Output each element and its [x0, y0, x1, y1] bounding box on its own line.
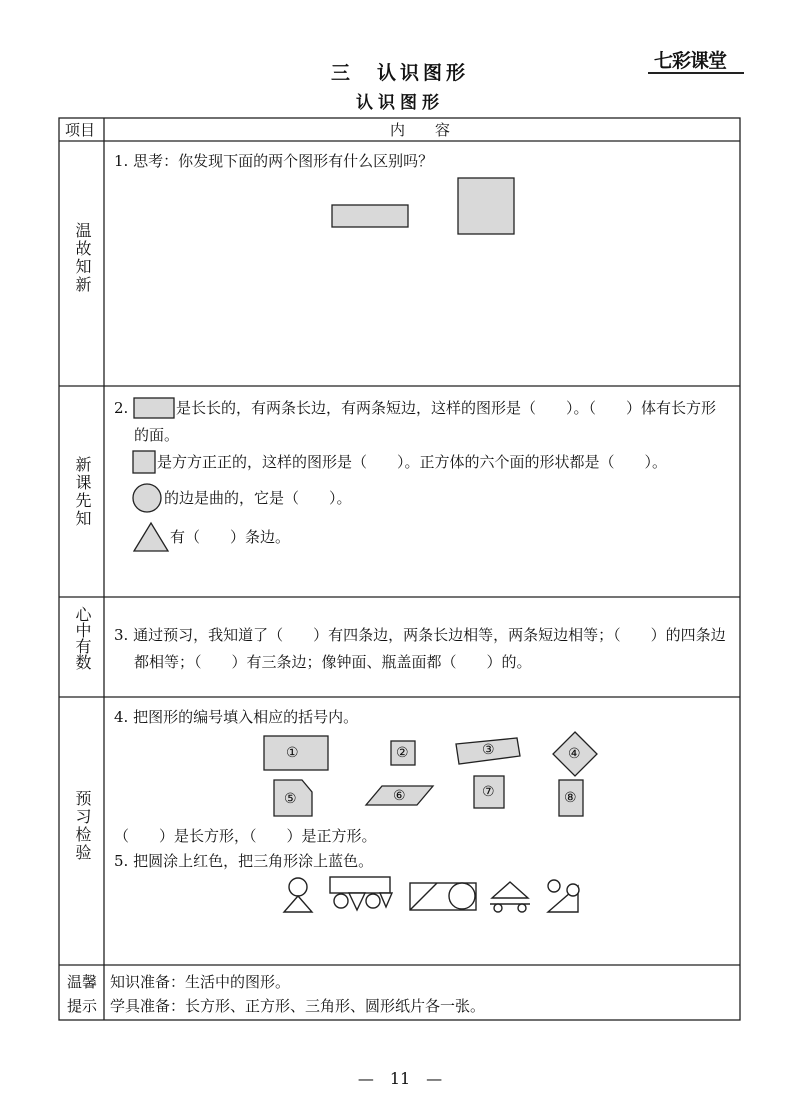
page-number: — 11 —: [357, 1069, 443, 1088]
q1-text: 1. 思考：你发现下面的两个图形有什么区别吗？: [114, 152, 434, 170]
q5-fig1-circle: [289, 878, 307, 896]
page-title: 三 认识图形: [330, 62, 469, 84]
shape-1-label: ①: [286, 745, 299, 761]
tips-line2: 学具准备：长方形、正方形、三角形、圆形纸片各一张。: [110, 997, 486, 1015]
section-label-tips: 温馨提示: [66, 973, 97, 1015]
q5-text: 5. 把圆涂上红色，把三角形涂上蓝色。: [114, 852, 374, 870]
section-label-summary: 心中有数: [73, 606, 92, 670]
col-header-project: 项目: [65, 121, 96, 139]
q2-number: 2.: [114, 399, 129, 417]
q5-fig4-wheel-right: [518, 904, 526, 912]
q5-fig2-circle-left: [334, 894, 348, 908]
col-header-content: 内 容: [390, 121, 451, 139]
brand-logo: 七彩课堂: [654, 50, 727, 72]
q5-fig2-rect: [330, 877, 390, 893]
q4-answer: （ ）是长方形，（ ）是正方形。: [114, 827, 377, 845]
section-label-preview: 新课先知: [73, 456, 92, 528]
shape-2-label: ②: [396, 745, 409, 761]
q5-fig4-triangle: [492, 882, 528, 898]
q2-line3: 的边是曲的，它是（ ）。: [164, 489, 352, 507]
q5-fig2-triangle: [349, 893, 365, 910]
q1-rectangle: [332, 205, 408, 227]
section-label-check: 预习检验: [73, 790, 92, 862]
q2-line1: 是长长的，有两条长边，有两条短边，这样的图形是（ ）。（ ）体有长方形: [176, 399, 717, 417]
shape-3-label: ③: [482, 742, 495, 758]
q2-circle-icon: [133, 484, 161, 512]
shape-4-label: ④: [568, 746, 581, 762]
q5-fig5-circle-right: [567, 884, 579, 896]
q5-fig4-wheel-left: [494, 904, 502, 912]
q3-line2: 都相等；（ ）有三条边；像钟面、瓶盖面都（ ）的。: [134, 653, 532, 671]
shape-7-label: ⑦: [482, 784, 495, 800]
section-label-review: 温故知新: [73, 222, 92, 294]
q5-fig2-triangle-right: [380, 893, 392, 907]
q4-text: 4. 把图形的编号填入相应的括号内。: [114, 708, 359, 726]
q5-fig1-triangle: [284, 896, 312, 912]
q2-square-icon: [133, 451, 155, 473]
q1-square: [458, 178, 514, 234]
tips-line1: 知识准备：生活中的图形。: [110, 973, 291, 991]
q2-line4: 有（ ）条边。: [170, 528, 291, 546]
q5-fig5-circle-left: [548, 880, 560, 892]
q2-line1b: 的面。: [134, 426, 180, 444]
shape-6-label: ⑥: [393, 788, 406, 804]
q2-rectangle-icon: [134, 398, 174, 418]
q5-fig2-circle-mid: [366, 894, 380, 908]
page-subtitle: 认识图形: [356, 93, 444, 113]
q3-line1: 3. 通过预习，我知道了（ ）有四条边，两条长边相等，两条短边相等；（ ）的四条边: [114, 626, 726, 644]
table-border: [59, 118, 740, 1020]
q5-fig3-circle: [449, 883, 475, 909]
shape-5-label: ⑤: [284, 791, 297, 807]
shape-8-label: ⑧: [564, 790, 577, 806]
q2-line2: 是方方正正的，这样的图形是（ ）。正方体的六个面的形状都是（ ）。: [157, 453, 668, 471]
q2-triangle-icon: [134, 523, 168, 551]
